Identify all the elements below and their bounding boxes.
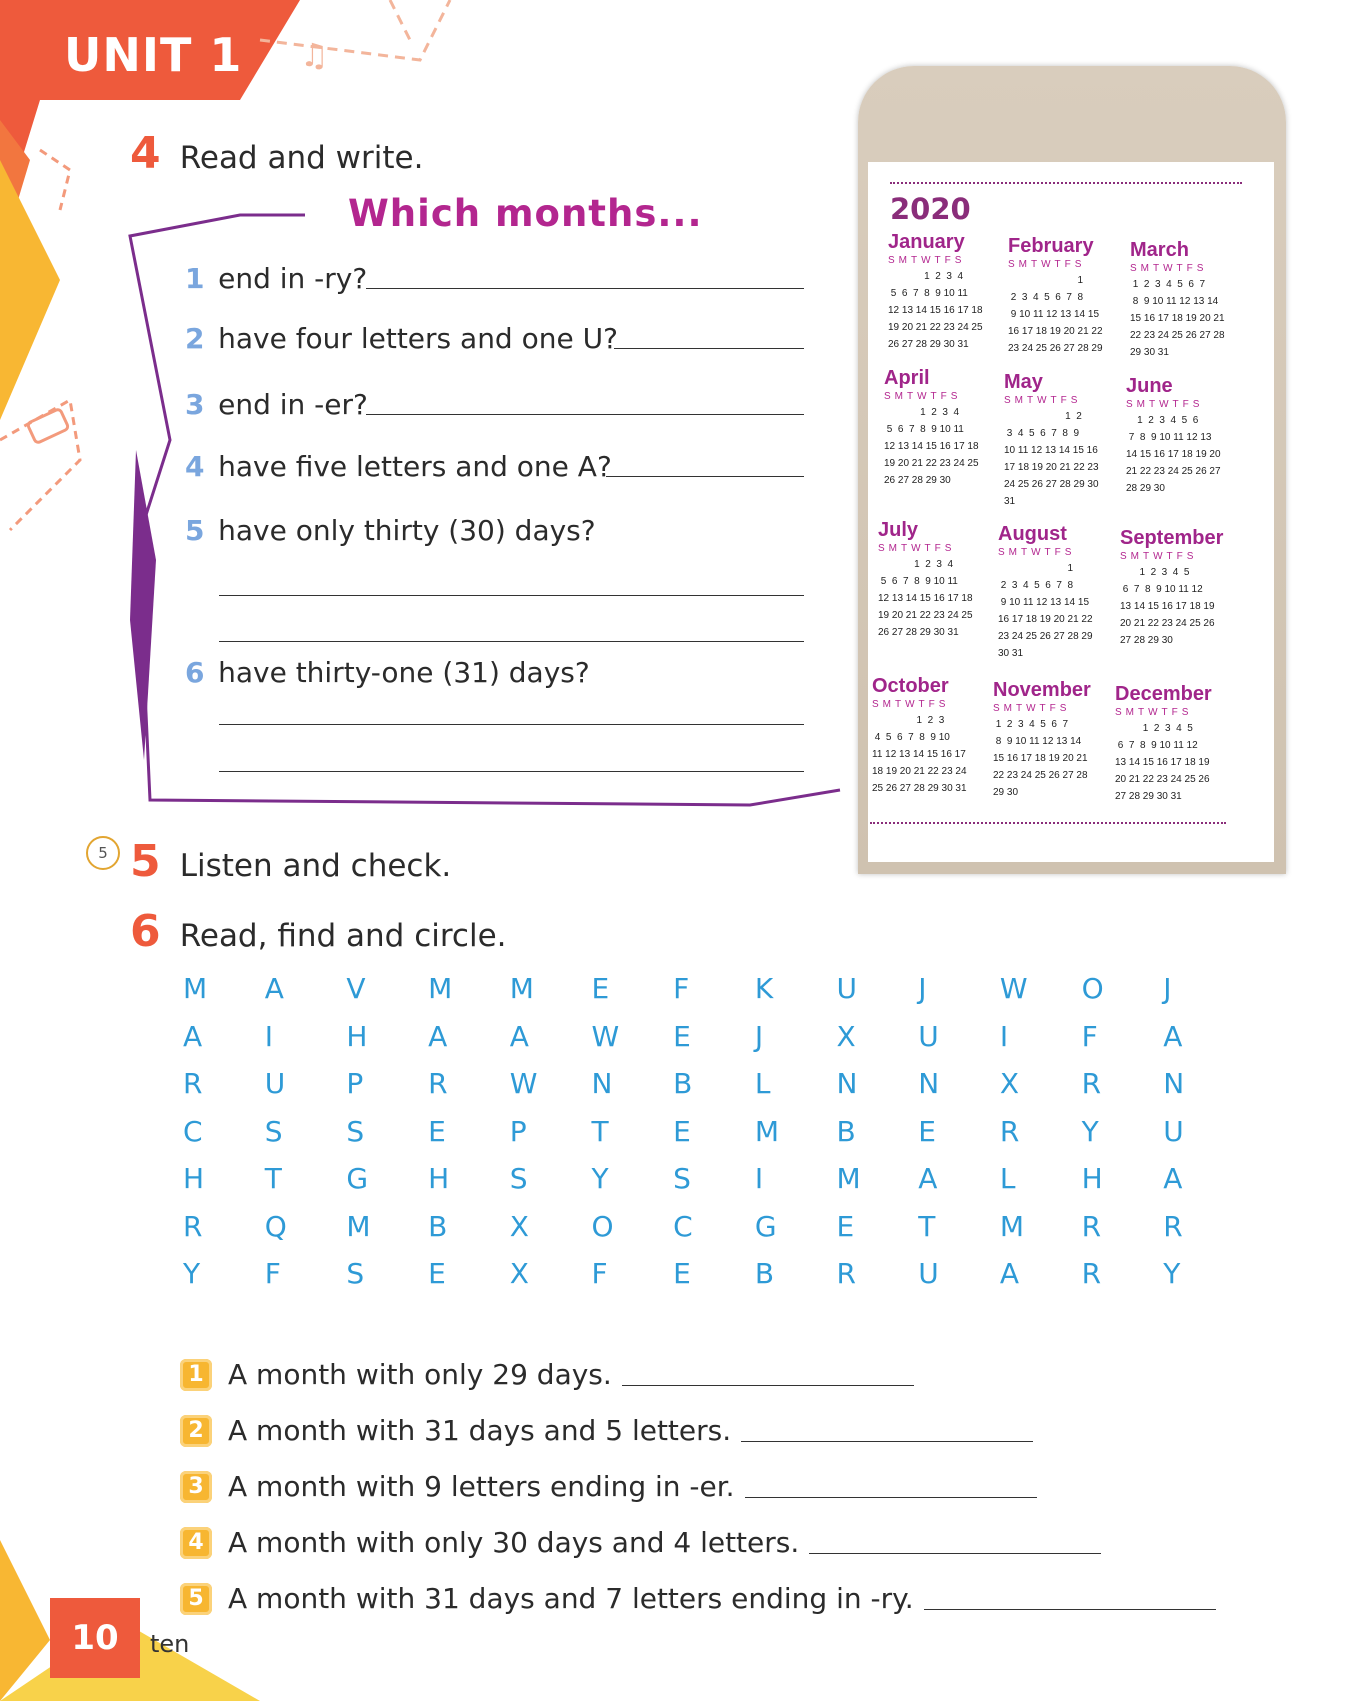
grid-row: M A V M M E F K U J W O J (183, 972, 1172, 1005)
question-1: 1 end in -ry? (185, 262, 368, 295)
answer-line[interactable] (924, 1587, 1216, 1610)
answer-line-4[interactable] (606, 476, 804, 477)
answer-line-2[interactable] (614, 348, 804, 349)
month-may: May SMTWTFS 1 2 3 4 5 6 7 8 9 10 11 12 13 14 15 16 17 18 19 20 21 22 23 24 25 26 27 28 29 30 31 (1004, 371, 1099, 507)
audio-track-icon[interactable]: 5 (86, 836, 120, 870)
grid-row: H T G H S Y S I M A L H A (183, 1162, 1183, 1195)
clue-1: 1 A month with only 29 days. (180, 1358, 914, 1391)
exercise-title: Read and write. (179, 140, 424, 176)
month-november: November SMTWTFS 1 2 3 4 5 6 7 8 9 10 11 12 13 14 15 16 17 18 19 20 21 22 23 24 25 26 27 28 29 30 (993, 679, 1091, 798)
question-6: 6 have thirty-one (31) days? (185, 656, 590, 689)
month-september: September SMTWTFS 1 2 3 4 5 6 7 8 9 10 11 12 13 14 15 16 17 18 19 20 21 22 23 24 25 26 27 28 29 30 (1120, 527, 1224, 646)
dotted-divider-bottom (870, 822, 1226, 824)
month-february: February SMTWTFS 1 2 3 4 5 6 7 8 9 10 11 12 13 14 15 16 17 18 19 20 21 22 23 24 25 26 27 28 29 (1008, 235, 1103, 354)
word-search-grid[interactable] (183, 972, 1245, 1305)
unit-label: UNIT 1 (64, 28, 243, 82)
page-word: ten (150, 1630, 190, 1658)
dotted-divider-top (890, 182, 1242, 184)
number-badge: 3 (180, 1471, 212, 1503)
grid-row: R Q M B X O C G E T M R R (183, 1209, 1183, 1243)
number-badge: 4 (180, 1527, 212, 1559)
month-march: March SMTWTFS 1 2 3 4 5 6 7 8 9 10 11 12 13 14 15 16 17 18 19 20 21 22 23 24 25 26 27 28 29 30 31 (1130, 239, 1225, 358)
subtitle: Which months... (348, 192, 703, 235)
month-april: April SMTWTFS 1 2 3 4 5 6 7 8 9 10 11 12 13 14 15 16 17 18 19 20 21 22 23 24 25 26 27 28 29 30 (884, 367, 979, 486)
grid-row: C S S E P T E M B E R Y U (183, 1114, 1184, 1148)
calendar-year: 2020 (890, 192, 971, 226)
month-july: July SMTWTFS 1 2 3 4 5 6 7 8 9 10 11 12 13 14 15 16 17 18 19 20 21 22 23 24 25 26 27 28 29 30 31 (878, 519, 973, 638)
exercise-6-header: 6 Read, find and circle. (130, 906, 507, 957)
answer-line[interactable] (809, 1531, 1101, 1554)
number-badge: 2 (180, 1415, 212, 1447)
month-january: January SMTWTFS 1 2 3 4 5 6 7 8 9 10 11 12 13 14 15 16 17 18 19 20 21 22 23 24 25 26 27 28 29 30 31 (888, 231, 983, 350)
grid-row: Y F S E X F E B R U A R Y (183, 1257, 1181, 1290)
question-5: 5 have only thirty (30) days? (185, 514, 596, 547)
number-badge: 5 (180, 1583, 212, 1615)
clue-2: 2 A month with 31 days and 5 letters. (180, 1414, 1033, 1447)
answer-line-6a[interactable] (219, 724, 804, 725)
answer-line-6b[interactable] (219, 771, 804, 772)
page-number: 10 (50, 1598, 140, 1678)
clue-4: 4 A month with only 30 days and 4 letters. (180, 1526, 1101, 1559)
number-badge: 1 (180, 1359, 212, 1391)
svg-text:♫: ♫ (300, 36, 329, 74)
question-4: 4 have five letters and one A? (185, 450, 612, 483)
month-october: October SMTWTFS 1 2 3 4 5 6 7 8 9 10 11 12 13 14 15 16 17 18 19 20 21 22 23 24 25 26 27 28 29 30 31 (872, 675, 967, 794)
answer-line-5a[interactable] (219, 595, 804, 596)
month-august: August SMTWTFS 1 2 3 4 5 6 7 8 9 10 11 12 13 14 15 16 17 18 19 20 21 22 23 24 25 26 27 28 29 30 31 (998, 523, 1093, 659)
answer-line-5b[interactable] (219, 641, 804, 642)
question-3: 3 end in -er? (185, 388, 368, 421)
answer-line[interactable] (622, 1363, 914, 1386)
answer-line[interactable] (741, 1419, 1033, 1442)
exercise-number: 4 (130, 128, 161, 179)
clue-5: 5 A month with 31 days and 7 letters ending in -ry. (180, 1582, 1216, 1615)
grid-row: A I H A A W E J X U I F A (183, 1019, 1183, 1053)
answer-line-1[interactable] (366, 288, 804, 289)
clue-3: 3 A month with 9 letters ending in -er. (180, 1470, 1037, 1503)
answer-line[interactable] (745, 1475, 1037, 1498)
exercise-4-header (130, 128, 423, 179)
grid-row: R U P R W N B L N N X R N (183, 1067, 1185, 1100)
question-2: 2 have four letters and one U? (185, 322, 618, 355)
answer-line-3[interactable] (366, 414, 804, 415)
month-june: June SMTWTFS 1 2 3 4 5 6 7 8 9 10 11 12 13 14 15 16 17 18 19 20 21 22 23 24 25 26 27 28 29 30 (1126, 375, 1221, 494)
exercise-5-header: 5 Listen and check. (130, 836, 452, 887)
month-december: December SMTWTFS 1 2 3 4 5 6 7 8 9 10 11 12 13 14 15 16 17 18 19 20 21 22 23 24 25 26 27 28 29 30 31 (1115, 683, 1212, 802)
